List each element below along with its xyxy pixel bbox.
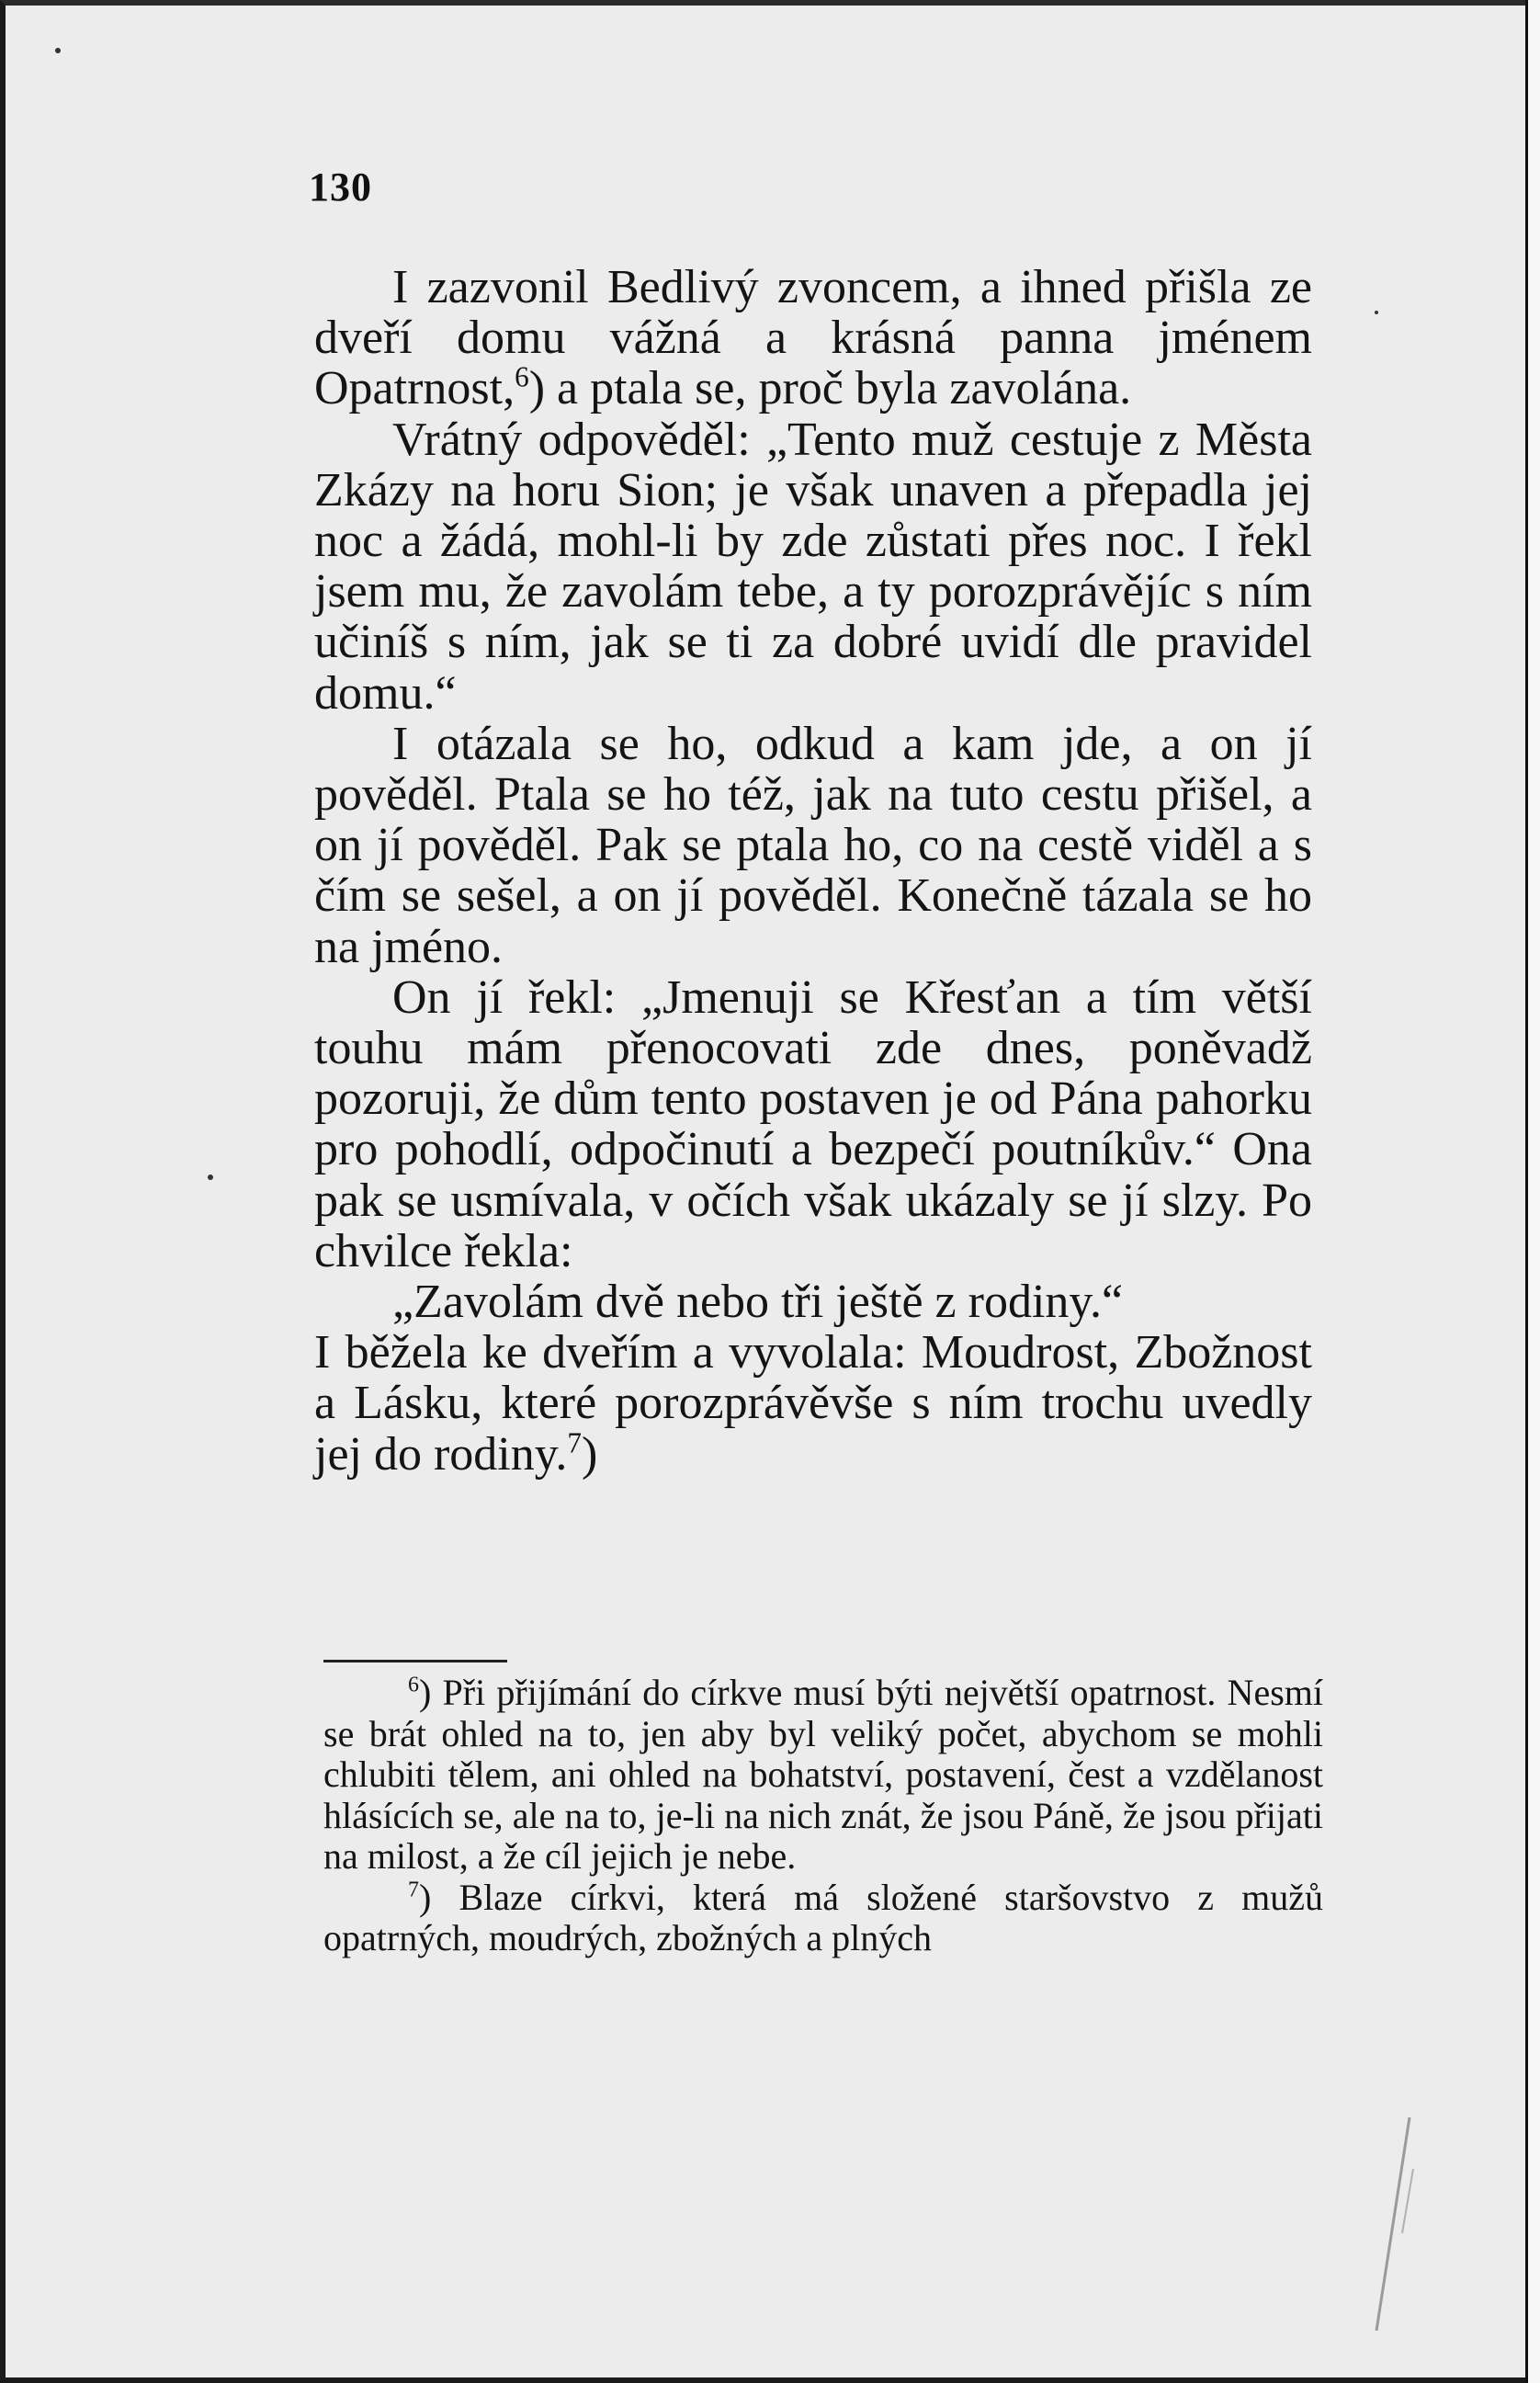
dust-speck (1375, 311, 1378, 314)
footnote-ref: 6 (515, 361, 529, 394)
paragraph (314, 1327, 1312, 1480)
pencil-mark (1365, 2114, 1421, 2334)
paragraph (314, 414, 1312, 719)
paragraph-text: I zazvonil Bedlivý zvoncem, a ihned přišla ze dveří domu vážná a krásná panna jménem Opatrnost, (314, 261, 1312, 415)
paragraph (314, 719, 1312, 972)
paragraph-text: ) (581, 1427, 598, 1481)
footnote-mark: 7 (408, 1878, 419, 1902)
paragraph (314, 262, 1312, 414)
dust-speck (208, 1174, 213, 1180)
body-text (314, 262, 1312, 1480)
paragraph-text: I běžela ke dveřím a vyvolala: Moudrost, Zbožnost a Lásku, které porozprávěvše s ním trochu uvedly jej do rodiny. (314, 1326, 1312, 1481)
footnote (323, 1878, 1323, 1959)
paragraph-text: „Zavolám dvě nebo tři ještě z rodiny.“ (392, 1276, 1124, 1329)
footnote-divider (323, 1660, 507, 1662)
footnotes (323, 1673, 1323, 1959)
footnote-ref: 7 (567, 1426, 582, 1459)
footnote-text: ) Blaze církvi, která má složené staršovstvo z mužů opatrných, moudrých, zbožných a plných (323, 1876, 1323, 1958)
footnote-text: ) Při přijímání do církve musí býti největší opatrnost. Nesmí se brát ohled na to, jen aby byl veliký počet, abychom se mohli chlubiti tělem, ani ohled na bohatství, postavení, čest a vzdělanost hlásících se, ale na to, je-li na nich znát, že jsou Páně, že jsou přijati na milost, a že cíl jejich je nebe. (323, 1672, 1323, 1877)
paragraph-text: On jí řekl: „Jmenuji se Křesťan a tím větší touhu mám přenocovati zde dnes, poněvadž pozoruji, že dům tento postaven je od Pána pahorku pro pohodlí, odpočinutí a bezpečí poutníkův.“ Ona pak se usmívala, v očích však ukázaly se jí slzy. Po chvilce řekla: (314, 970, 1312, 1277)
page-number: 130 (309, 165, 372, 210)
paragraph (314, 1277, 1312, 1327)
paragraph-text: I otázala se ho, odkud a kam jde, a on jí pověděl. Ptala se ho též, jak na tuto cestu přišel, a on jí pověděl. Pak se ptala ho, co na cestě viděl a s čím se sešel, a on jí pověděl. Konečně tázala se ho na jméno. (314, 717, 1312, 973)
dust-speck (55, 48, 61, 53)
footnote-mark: 6 (408, 1673, 419, 1697)
paragraph-text: Vrátný odpověděl: „Tento muž cestuje z Města Zkázy na horu Sion; je však unaven a přepadla jej noc a žádá, mohl-li by zde zůstati přes noc. I řekl jsem mu, že zavolám tebe, a ty porozprávějíc s ním učiníš s ním, jak se ti za dobré uvidí dle pravidel domu.“ (314, 413, 1312, 720)
paragraph-text: ) a ptala se, proč byla zavolána. (528, 362, 1132, 415)
footnote (323, 1673, 1323, 1878)
page-edge (1525, 0, 1540, 2383)
paragraph (314, 972, 1312, 1277)
